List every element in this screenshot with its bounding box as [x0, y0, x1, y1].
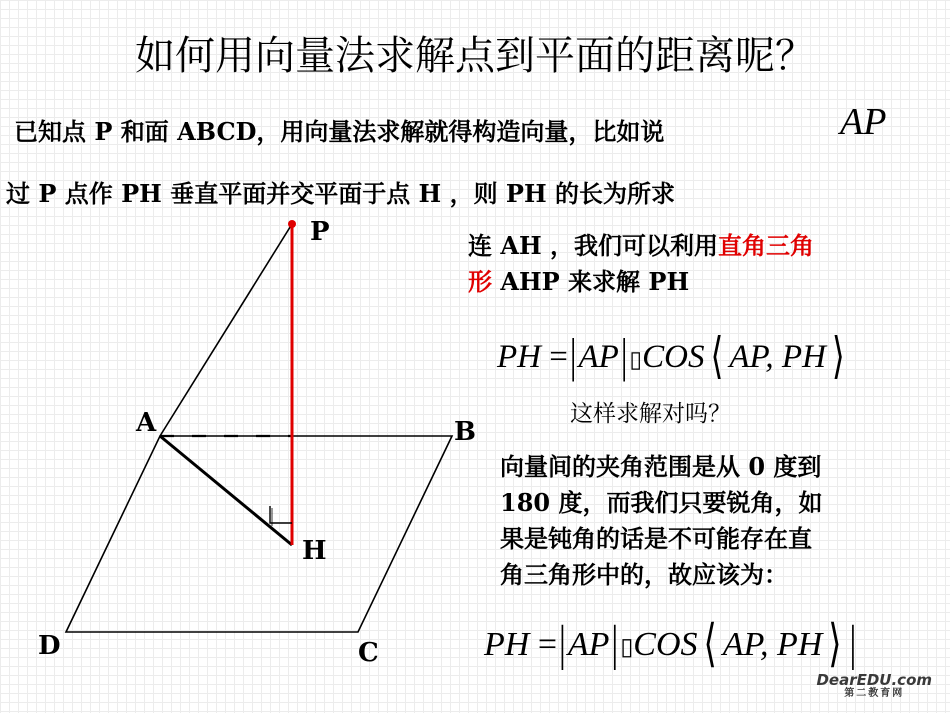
right-angle-icon: ⟩ — [831, 330, 845, 385]
explanation-line-4: 角三角形中的，故应该为： — [500, 560, 788, 589]
formula-second: PH =|AP|▯COS ⟨ AP, PH ⟩ | — [484, 624, 858, 664]
left-angle-icon: ⟨ — [710, 330, 724, 385]
label-d: D — [38, 631, 61, 661]
intro-text: 已知点 P 和面 ABCD，用向量法求解就得构造向量，比如说 — [14, 117, 665, 146]
abs-bar-icon: | — [569, 330, 577, 383]
page-title: 如何用向量法求解点到平面的距离呢？ — [135, 33, 815, 79]
right-triangle-highlight: 直角三角 — [718, 231, 815, 260]
multiply-dot-icon: ▯ — [620, 634, 634, 661]
right-angle-mark — [270, 506, 292, 523]
formula-first: PH =|AP|▯COS ⟨ AP, PH ⟩ — [497, 336, 851, 376]
plane-abcd — [66, 436, 452, 632]
explanation-line-3: 果是钝角的话是不可能存在直 — [500, 524, 812, 553]
label-p: P — [310, 217, 330, 247]
abs-bar-icon: | — [849, 617, 857, 672]
abs-bar-icon: | — [559, 617, 566, 672]
point-p-dot — [288, 220, 296, 228]
explanation-line-1: 向量间的夹角范围是从 0 度到 — [500, 452, 822, 481]
label-c: C — [358, 638, 379, 668]
watermark-logo: DearEDU.com 第二教育网 — [816, 671, 932, 699]
label-a: A — [136, 408, 157, 438]
label-h: H — [302, 536, 327, 566]
abs-bar-icon: | — [611, 617, 619, 672]
right-triangle-highlight-end: 形 — [468, 267, 492, 296]
construction-text: 过 P 点作 PH 垂直平面并交平面于点 H ，则 PH 的长为所求 — [6, 179, 676, 208]
vector-ap-label: AP — [840, 101, 887, 143]
multiply-dot-icon: ▯ — [629, 345, 643, 372]
segment-ap — [160, 224, 292, 436]
right-angle-icon: ⟩ — [828, 617, 842, 673]
segment-ah — [160, 436, 292, 545]
label-b: B — [454, 417, 476, 447]
explanation-line-2: 180 度，而我们只要锐角，如 — [500, 488, 823, 517]
question-text: 这样求解对吗？ — [570, 401, 731, 427]
method-line-2: 形 AHP 来求解 PH — [468, 267, 690, 296]
method-line-1: 连 AH ，我们可以利用直角三角 — [468, 231, 815, 260]
abs-bar-icon: | — [620, 330, 628, 383]
left-angle-icon: ⟨ — [703, 617, 717, 673]
